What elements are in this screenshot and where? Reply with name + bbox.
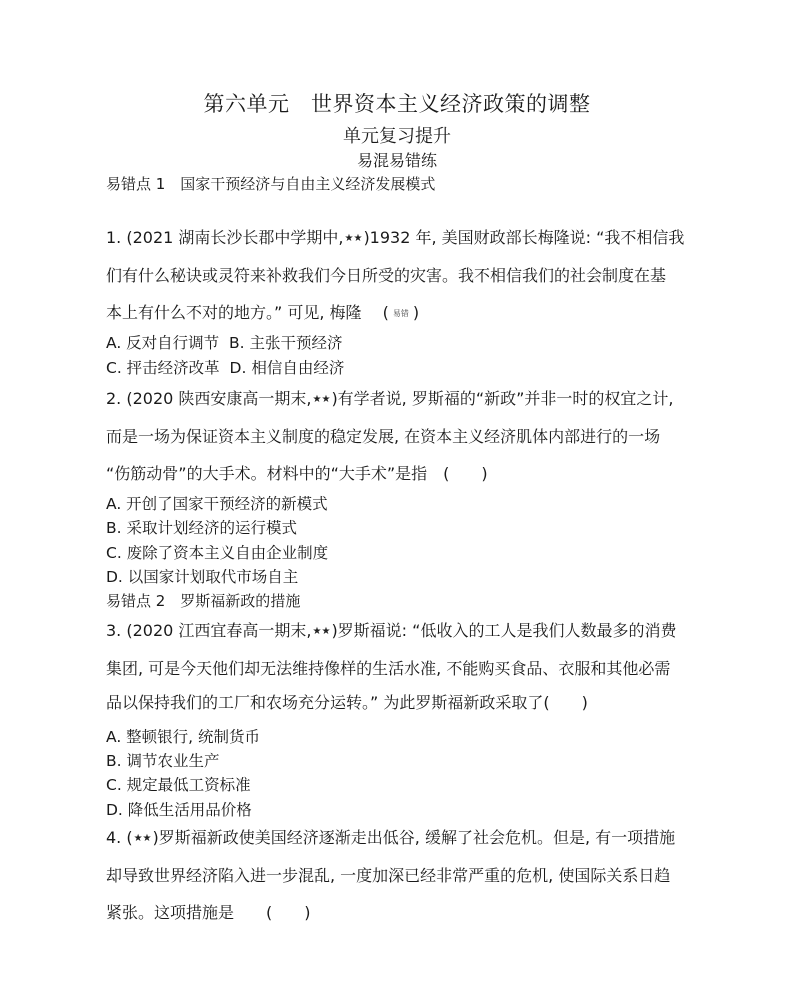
q2-option-d: D. 以国家计划取代市场自主 <box>106 568 299 586</box>
q1-text-1: )1932 年, 美国财政部长梅隆说: “我不相信我 <box>363 228 685 247</box>
q4-text-1: )罗斯福新政使美国经济逐渐走出低谷, 缓解了社会危机。但是, 有一项措施 <box>152 828 676 847</box>
q2-source: 2. (2020 陕西安康高一期末, <box>106 389 312 408</box>
error-prone-tag: 易错 <box>392 309 409 318</box>
q1-line-2: 们有什么秘诀或灵符来补救我们今日所受的灾害。我不相信我们的社会制度在基 <box>106 266 667 285</box>
q2-option-a: A. 开创了国家干预经济的新模式 <box>106 495 328 513</box>
difficulty-stars-icon: ★★ <box>312 626 331 637</box>
difficulty-stars-icon: ★★ <box>344 233 363 244</box>
q1-source: 1. (2021 湖南长沙长郡中学期中, <box>106 228 344 247</box>
q2-option-c: C. 废除了资本主义自由企业制度 <box>106 544 329 562</box>
section-title: 单元复习提升 <box>343 126 451 147</box>
unit-title: 第六单元 世界资本主义经济政策的调整 <box>203 92 591 116</box>
q3-text-1: )罗斯福说: “低收入的工人是我们人数最多的消费 <box>331 621 677 640</box>
q3-line-1 <box>106 621 676 642</box>
q3-option-a: A. 整顿银行, 统制货币 <box>106 728 261 746</box>
q2-line-2: 而是一场为保证资本主义制度的稳定发展, 在资本主义经济肌体内部进行的一场 <box>106 427 661 446</box>
q3-option-d: D. 降低生活用品价格 <box>106 801 252 819</box>
q4-prefix: 4. ( <box>106 828 133 847</box>
subsection-title: 易混易错练 <box>356 151 437 170</box>
q3-line-2: 集团, 可是今天他们却无法维持像样的生活水准, 不能购买食品、衣服和其他必需 <box>106 659 671 678</box>
q1-options-row-1 <box>106 333 343 353</box>
q1-option-b: B. 主张干预经济 <box>229 334 343 352</box>
q2-line-3: “伤筋动骨”的大手术。材料中的“大手术”是指 ( ) <box>106 464 488 483</box>
error-point-1-heading: 易错点 1 国家干预经济与自由主义经济发展模式 <box>106 175 436 193</box>
difficulty-stars-icon: ★★ <box>133 833 152 844</box>
q4-line-1 <box>106 828 675 849</box>
q1-close-paren: ) <box>412 303 420 322</box>
q1-options-row-2 <box>106 358 344 378</box>
q1-line-1 <box>106 228 684 249</box>
q3-source: 3. (2020 江西宜春高一期末, <box>106 621 312 640</box>
q1-option-a: A. 反对自行调节 <box>106 334 220 352</box>
error-point-2-heading: 易错点 2 罗斯福新政的措施 <box>106 592 301 610</box>
q1-text-3: 本上有什么不对的地方。” 可见, 梅隆 ( <box>106 303 389 322</box>
q2-text-1: )有学者说, 罗斯福的“新政”并非一时的权宜之计, <box>331 389 674 408</box>
q3-option-c: C. 规定最低工资标准 <box>106 776 251 794</box>
q4-line-2: 却导致世界经济陷入进一步混乱, 一度加深已经非常严重的危机, 使国际关系日趋 <box>106 866 671 885</box>
q3-option-b: B. 调节农业生产 <box>106 752 220 770</box>
q1-option-d: D. 相信自由经济 <box>229 359 345 377</box>
q2-option-b: B. 采取计划经济的运行模式 <box>106 519 297 537</box>
difficulty-stars-icon: ★★ <box>312 394 331 405</box>
q1-line-3 <box>106 303 419 324</box>
q1-option-c: C. 抨击经济改革 <box>106 359 220 377</box>
q2-line-1 <box>106 389 674 410</box>
q3-line-3: 品以保持我们的工厂和农场充分运转。” 为此罗斯福新政采取了( ) <box>106 693 588 712</box>
q4-line-3: 紧张。这项措施是 ( ) <box>106 903 311 922</box>
